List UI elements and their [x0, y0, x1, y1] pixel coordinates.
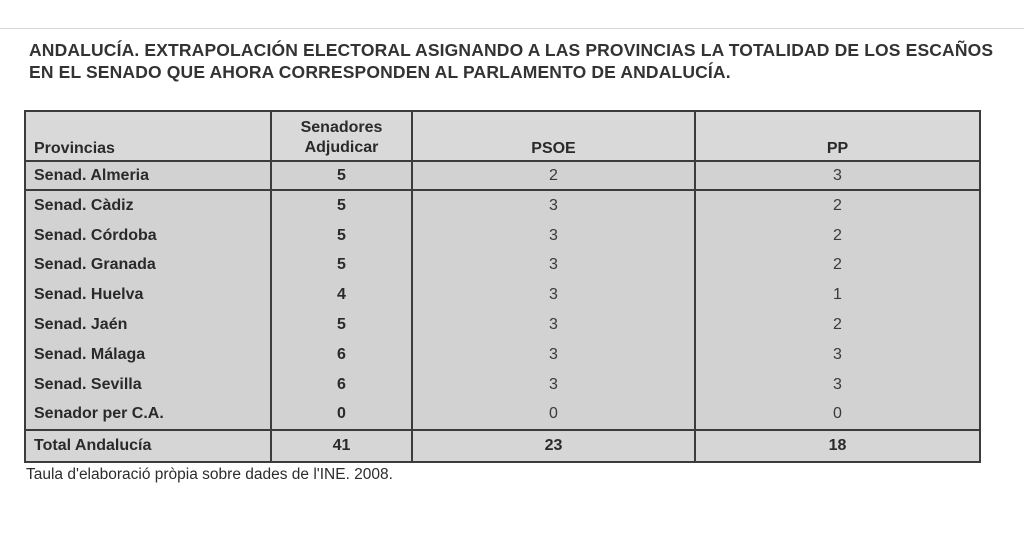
cell-senadores: 6 [271, 340, 412, 370]
cell-psoe: 3 [412, 221, 695, 251]
table-row [25, 310, 980, 340]
table-row [25, 340, 980, 370]
cell-senadores: 5 [271, 221, 412, 251]
cell-psoe: 3 [412, 251, 695, 281]
table-row [25, 370, 980, 400]
cell-psoe: 3 [412, 280, 695, 310]
cell-provincia: Senad. Sevilla [25, 370, 271, 400]
table-row [25, 400, 980, 431]
cell-pp: 1 [833, 286, 842, 304]
cell-provincia: Senad. Almeria [25, 161, 271, 190]
table-row [25, 161, 980, 190]
cell-senadores: 5 [271, 251, 412, 281]
header-pp: PP [695, 111, 980, 161]
cell-senadores: 5 [271, 310, 412, 340]
header-senadores-line2: Adjudicar [304, 139, 379, 156]
cell-psoe: 3 [412, 340, 695, 370]
cell-pp: 0 [833, 405, 842, 423]
header-psoe: PSOE [412, 111, 695, 161]
table-row [25, 251, 980, 281]
table-row [25, 280, 980, 310]
cell-provincia: Senad. Granada [25, 251, 271, 281]
cell-pp: 3 [833, 375, 842, 393]
cell-pp: 2 [833, 196, 842, 214]
table-header-row [25, 111, 980, 161]
top-rule [0, 28, 1024, 29]
header-senadores [271, 111, 412, 161]
cell-pp: 2 [833, 226, 842, 244]
cell-senadores: 5 [271, 190, 412, 221]
table-row [25, 221, 980, 251]
senate-seats-table [24, 110, 981, 463]
cell-provincia: Senad. Málaga [25, 340, 271, 370]
source-note: Taula d'elaboració pròpia sobre dades de l'INE. 2008. [26, 466, 393, 483]
cell-senadores: 4 [271, 280, 412, 310]
cell-senadores: 0 [271, 400, 412, 431]
header-provincias: Provincias [25, 111, 271, 161]
cell-provincia: Senad. Huelva [25, 280, 271, 310]
total-senadores: 41 [271, 430, 412, 462]
cell-pp: 3 [833, 345, 842, 363]
cell-provincia: Senador per C.A. [25, 400, 271, 431]
cell-pp: 2 [833, 256, 842, 274]
cell-psoe: 0 [412, 400, 695, 431]
cell-psoe: 2 [412, 161, 695, 190]
document-title: ANDALUCÍA. EXTRAPOLACIÓN ELECTORAL ASIGNANDO A LAS PROVINCIAS LA TOTALIDAD DE LOS ESCAÑOS EN EL SENADO QUE AHORA CORRESPONDEN AL PARLAMENTO DE ANDALUCÍA. [29, 40, 994, 82]
cell-pp: 3 [695, 161, 980, 190]
cell-provincia: Senad. Jaén [25, 310, 271, 340]
cell-senadores: 5 [271, 161, 412, 190]
cell-psoe: 3 [412, 190, 695, 221]
cell-senadores: 6 [271, 370, 412, 400]
total-pp: 18 [695, 430, 980, 462]
header-senadores-line1: Senadores [300, 119, 383, 136]
cell-psoe: 3 [412, 310, 695, 340]
cell-provincia: Senad. Càdiz [25, 190, 271, 221]
total-psoe: 23 [412, 430, 695, 462]
cell-pp: 2 [833, 316, 842, 334]
table-row [25, 190, 980, 221]
total-label: Total Andalucía [25, 430, 271, 462]
total-row [25, 430, 980, 462]
cell-psoe: 3 [412, 370, 695, 400]
cell-provincia: Senad. Córdoba [25, 221, 271, 251]
